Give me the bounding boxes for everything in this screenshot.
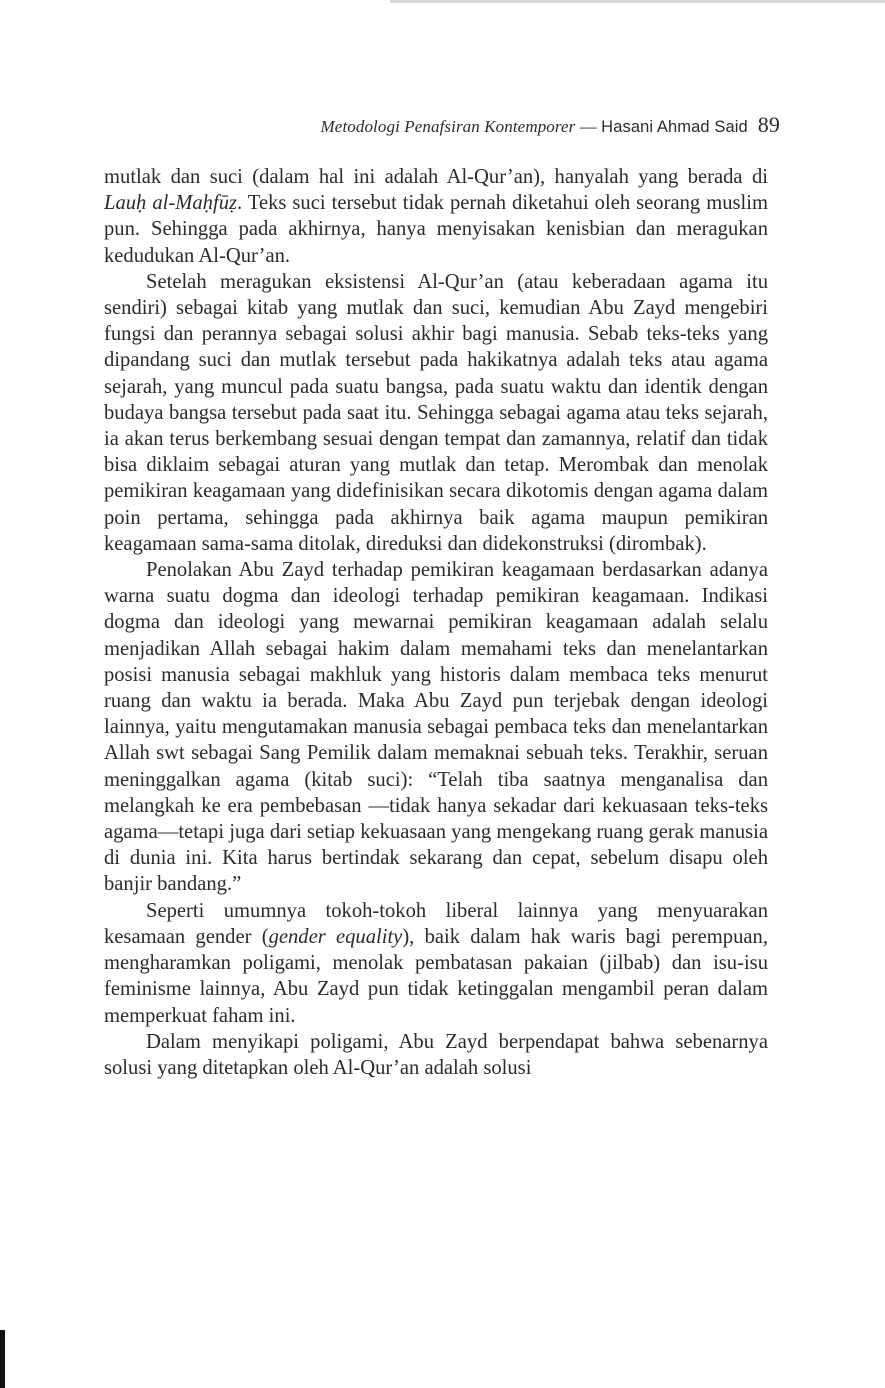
term-gender-equality: gender equality	[268, 925, 403, 948]
paragraph-3: Penolakan Abu Zayd terhadap pemikiran keagamaan berdasarkan adanya warna suatu dogma dan ideologi terhadap pemikiran keagamaan. Indikasi dogma dan ideologi yang mewarnai pemikiran keagamaan adalah selalu menjadikan Allah sebagai hakim dalam memahami teks dan menelantarkan posisi manusia sebagai makhluk yang historis dalam membaca teks menurut ruang dan waktu ia berada. Maka Abu Zayd pun terjebak dengan ideologi lainnya, yaitu mengutamakan manusia sebagai pembaca teks dan menelantarkan Allah swt sebagai Sang Pemilik dalam memaknai sebuah teks. Terakhir, seruan meninggalkan agama (kitab suci): “Telah tiba saatnya menganalisa dan melangkah ke era pembebasan —tidak hanya sekadar dari kekuasaan teks-teks agama—tetapi juga dari setiap kekuasaan yang mengekang ruang gerak manusia di dunia ini. Kita harus bertindak sekarang dan cepat, sebelum disapu oleh banjir bandang.”	[104, 559, 768, 896]
author-name: Hasani Ahmad Said	[601, 118, 748, 136]
paragraph-4	[104, 898, 768, 1029]
header-separator: —	[575, 117, 602, 136]
paragraph-1-text-a: mutlak dan suci (dalam hal ini adalah Al-Qur’an), hanyalah yang berada di	[104, 166, 768, 188]
main-text	[104, 164, 768, 1081]
scan-edge-left	[0, 1330, 5, 1388]
running-header	[100, 112, 780, 144]
page-number: 89	[757, 112, 780, 137]
paragraph-4-text-c: ), baik dalam hak waris bagi perempuan, mengharamkan poligami, menolak pembatasan pakaian (jilbab) dan isu-isu feminisme lainnya, Abu Zayd pun tidak ketinggalan mengambil peran dalam memperkuat faham ini.	[104, 925, 768, 1027]
paragraph-2: Setelah meragukan eksistensi Al-Qur’an (atau keberadaan agama itu sendiri) sebagai kitab yang mutlak dan suci, kemudian Abu Zayd mengebiri fungsi dan perannya sebagai solusi akhir bagi manusia. Sebab teks-teks yang dipandang suci dan mutlak tersebut pada hakikatnya adalah teks atau agama sejarah, yang muncul pada suatu bangsa, pada suatu waktu dan identik dengan budaya bangsa tersebut pada saat itu. Sehingga sebagai agama atau teks sejarah, ia akan terus berkembang sesuai dengan tempat dan zamannya, relatif dan tidak bisa diklaim sebagai aturan yang mutlak dan tetap. Merombak dan menolak pemikiran keagamaan yang didefinisikan secara dikotomis dengan agama dalam poin pertama, sehingga pada akhirnya baik agama maupun pemikiran keagamaan sama-sama ditolak, direduksi dan didekonstruksi (dirombak).	[104, 270, 768, 555]
paragraph-4-text-a: Seperti umumnya tokoh-tokoh liberal lainnya yang menyuarakan kesamaan gender (	[104, 899, 768, 948]
scan-edge-top	[390, 0, 885, 3]
paragraph-5: Dalam menyikapi poligami, Abu Zayd berpendapat bahwa sebenarnya solusi yang ditetapkan oleh Al-Qur’an adalah solusi	[104, 1030, 768, 1079]
term-lauh-al-mahfuz: Lauḥ al-Maḥfūẓ	[104, 192, 238, 215]
book-title: Metodologi Penafsiran Kontemporer	[320, 117, 576, 136]
paragraph-1-text-c: . Teks suci tersebut tidak pernah diketahui oleh seorang muslim pun. Sehingga pada akhirnya, hanya menyisakan kenisbian dan meragukan kedudukan Al-Qur’an.	[104, 192, 768, 267]
paragraph-1	[104, 164, 768, 269]
